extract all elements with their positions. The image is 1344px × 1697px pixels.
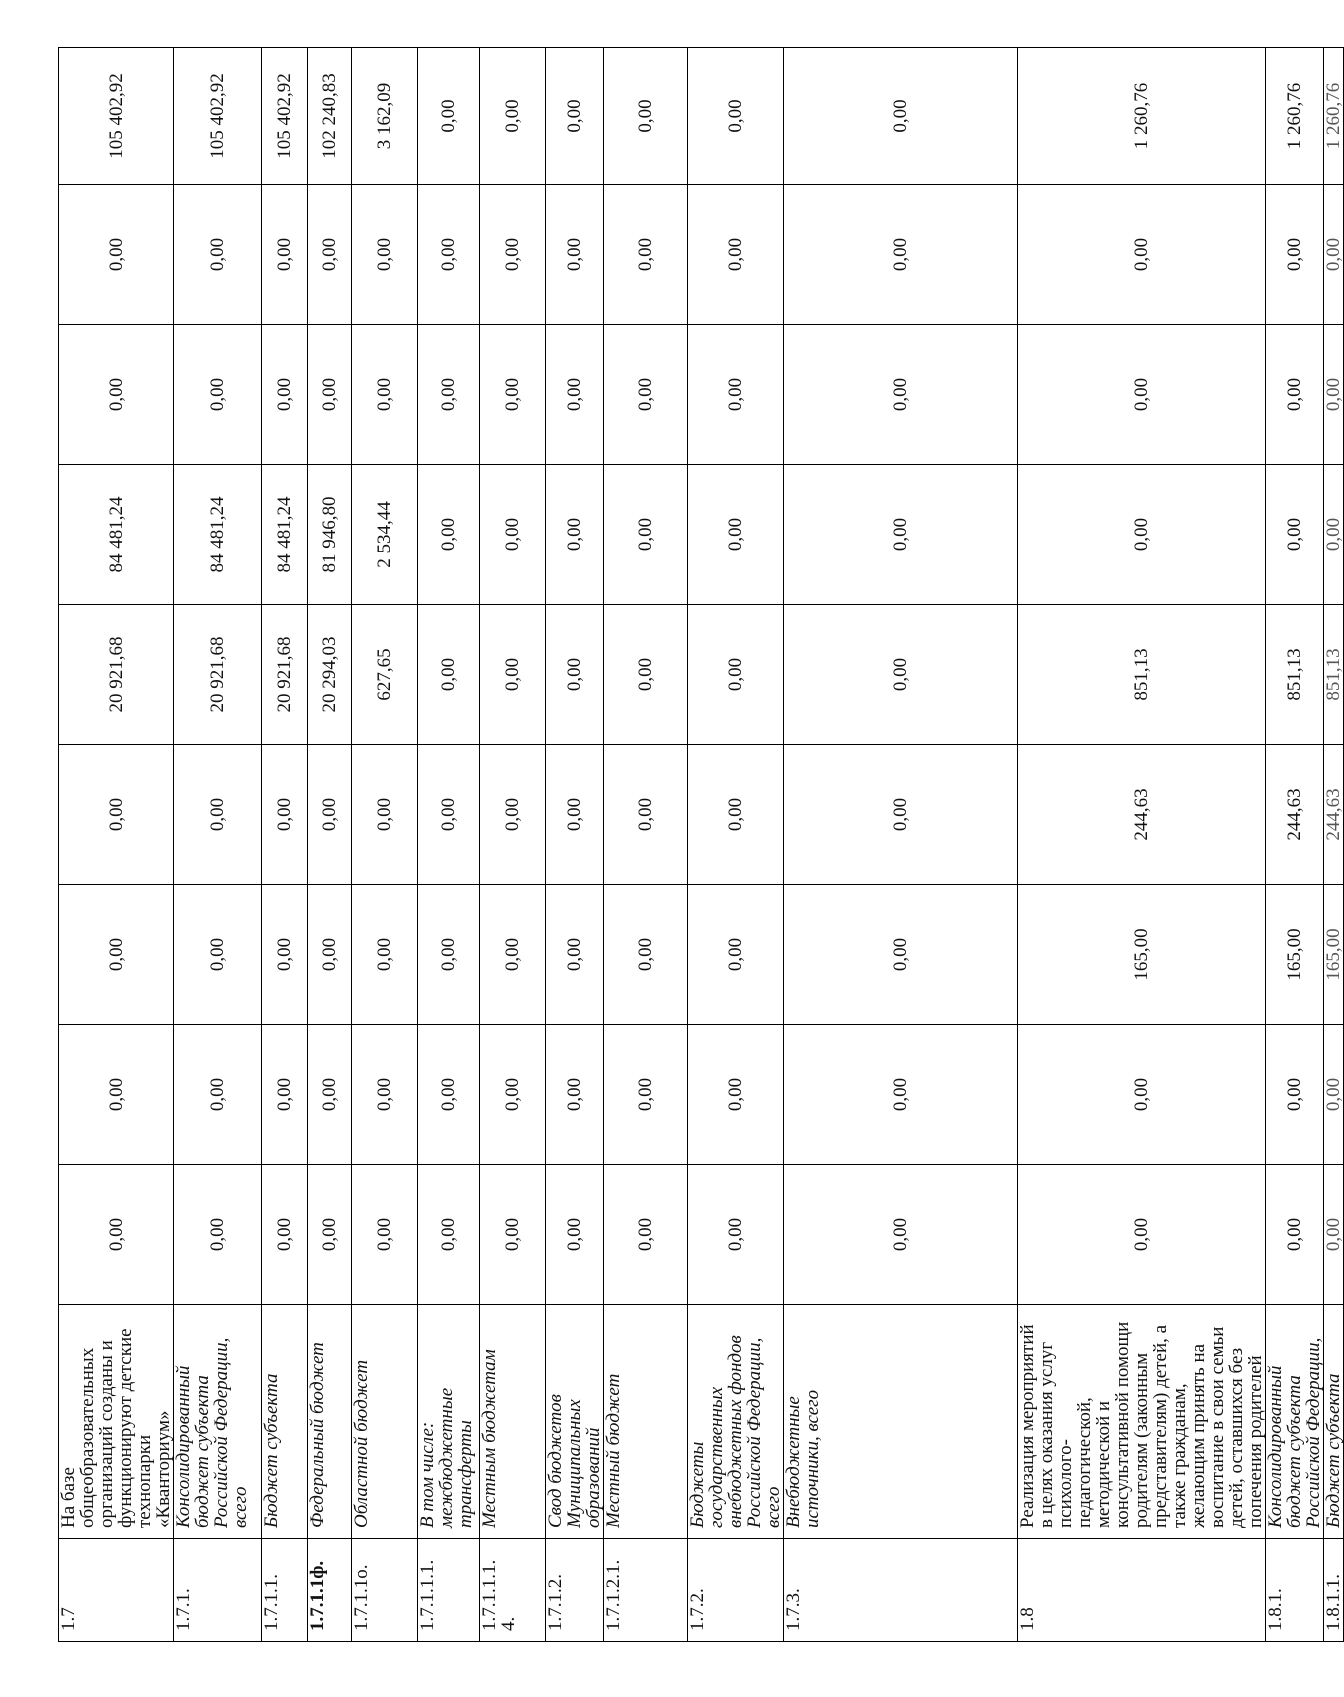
value-cell: 244,63 <box>1266 745 1324 885</box>
value-cell: 0,00 <box>352 745 418 885</box>
value-cell: 0,00 <box>480 325 546 465</box>
value-cell: 0,00 <box>604 185 688 325</box>
row-name: Федеральный бюджет <box>308 1305 352 1539</box>
value-cell: 0,00 <box>1324 185 1344 325</box>
value-cell: 0,00 <box>418 48 480 185</box>
value-cell: 1 260,76 <box>1324 48 1344 185</box>
table-row <box>1324 48 1344 1642</box>
table-row <box>174 48 262 1642</box>
table-row <box>352 48 418 1642</box>
value-cell: 0,00 <box>546 1165 604 1305</box>
row-code: 1.7.1.1.1. <box>418 1539 480 1642</box>
table-row <box>1266 48 1324 1642</box>
row-code: 1.7.3. <box>784 1539 1018 1642</box>
value-cell: 0,00 <box>784 885 1018 1025</box>
value-cell: 0,00 <box>688 745 784 885</box>
value-cell: 0,00 <box>418 465 480 605</box>
table-row <box>418 48 480 1642</box>
value-cell: 165,00 <box>1324 885 1344 1025</box>
value-cell: 0,00 <box>480 1025 546 1165</box>
row-name: Бюджет субъекта <box>262 1305 308 1539</box>
value-cell: 105 402,92 <box>174 48 262 185</box>
value-cell: 0,00 <box>308 1165 352 1305</box>
table-row <box>546 48 604 1642</box>
value-cell: 0,00 <box>604 745 688 885</box>
row-name: Реализация мероприятий в целях оказания услуг психолого-педагогической, методической и консультативной помощи родителям (законным представителям) детей, а также гражданам, желающим принять на воспитание в свои семьи детей, оставшихся без попечения родителей <box>1018 1305 1266 1539</box>
value-cell: 84 481,24 <box>262 465 308 605</box>
value-cell: 0,00 <box>352 185 418 325</box>
value-cell: 0,00 <box>418 1165 480 1305</box>
value-cell: 105 402,92 <box>262 48 308 185</box>
value-cell: 0,00 <box>1324 1025 1344 1165</box>
value-cell: 0,00 <box>418 885 480 1025</box>
value-cell: 0,00 <box>262 185 308 325</box>
row-name: В том числе: межбюджетные трансферты <box>418 1305 480 1539</box>
value-cell: 0,00 <box>1266 1025 1324 1165</box>
rotated-table-wrapper <box>58 48 1344 1642</box>
value-cell: 0,00 <box>174 1025 262 1165</box>
value-cell: 0,00 <box>174 745 262 885</box>
value-cell: 0,00 <box>604 48 688 185</box>
value-cell: 0,00 <box>59 325 174 465</box>
row-code: 1.8 <box>1018 1539 1266 1642</box>
value-cell: 0,00 <box>480 605 546 745</box>
budget-table <box>58 47 1344 1642</box>
row-code: 1.7 <box>59 1539 174 1642</box>
value-cell: 0,00 <box>546 185 604 325</box>
row-code: 1.7.1.1. <box>262 1539 308 1642</box>
value-cell: 627,65 <box>352 605 418 745</box>
value-cell: 0,00 <box>784 325 1018 465</box>
row-name: Внебюджетные источники, всего <box>784 1305 1018 1539</box>
value-cell: 2 534,44 <box>352 465 418 605</box>
table-row <box>59 48 174 1642</box>
value-cell: 0,00 <box>1018 465 1266 605</box>
value-cell: 0,00 <box>546 605 604 745</box>
value-cell: 0,00 <box>604 1165 688 1305</box>
value-cell: 20 921,68 <box>59 605 174 745</box>
value-cell: 0,00 <box>688 185 784 325</box>
value-cell: 0,00 <box>480 1165 546 1305</box>
row-name: Консолидированный бюджет субъекта Российской Федерации, всего <box>174 1305 262 1539</box>
row-code: 1.7.1.1ф. <box>308 1539 352 1642</box>
value-cell: 0,00 <box>604 1025 688 1165</box>
value-cell: 0,00 <box>480 745 546 885</box>
value-cell: 84 481,24 <box>59 465 174 605</box>
row-code: 1.7.1.2.1. <box>604 1539 688 1642</box>
value-cell: 0,00 <box>1018 1165 1266 1305</box>
value-cell: 0,00 <box>262 745 308 885</box>
row-code: 1.7.2. <box>688 1539 784 1642</box>
value-cell: 0,00 <box>418 745 480 885</box>
value-cell: 105 402,92 <box>59 48 174 185</box>
value-cell: 0,00 <box>59 1025 174 1165</box>
value-cell: 851,13 <box>1018 605 1266 745</box>
value-cell: 0,00 <box>688 1025 784 1165</box>
row-name: Свод бюджетов Муниципальных образований <box>546 1305 604 1539</box>
value-cell: 3 162,09 <box>352 48 418 185</box>
table-row <box>604 48 688 1642</box>
row-name: Местным бюджетам <box>480 1305 546 1539</box>
table-row <box>688 48 784 1642</box>
value-cell: 0,00 <box>480 48 546 185</box>
value-cell: 0,00 <box>174 1165 262 1305</box>
value-cell: 0,00 <box>546 885 604 1025</box>
value-cell: 0,00 <box>784 1165 1018 1305</box>
value-cell: 0,00 <box>784 745 1018 885</box>
row-code: 1.7.1. <box>174 1539 262 1642</box>
value-cell: 0,00 <box>480 885 546 1025</box>
value-cell: 0,00 <box>480 185 546 325</box>
value-cell: 0,00 <box>59 745 174 885</box>
value-cell: 244,63 <box>1324 745 1344 885</box>
row-name: Бюджеты государственных внебюджетных фондов Российской Федерации, всего <box>688 1305 784 1539</box>
value-cell: 0,00 <box>688 1165 784 1305</box>
row-code: 1.7.1.2. <box>546 1539 604 1642</box>
value-cell: 0,00 <box>262 325 308 465</box>
value-cell: 0,00 <box>262 1025 308 1165</box>
value-cell: 0,00 <box>262 885 308 1025</box>
value-cell: 0,00 <box>174 885 262 1025</box>
value-cell: 851,13 <box>1266 605 1324 745</box>
value-cell: 0,00 <box>480 465 546 605</box>
value-cell: 0,00 <box>1324 465 1344 605</box>
table-row <box>262 48 308 1642</box>
value-cell: 0,00 <box>784 185 1018 325</box>
value-cell: 0,00 <box>59 185 174 325</box>
value-cell: 0,00 <box>688 465 784 605</box>
value-cell: 0,00 <box>784 48 1018 185</box>
value-cell: 20 294,03 <box>308 605 352 745</box>
value-cell: 0,00 <box>604 325 688 465</box>
value-cell: 20 921,68 <box>174 605 262 745</box>
value-cell: 0,00 <box>604 605 688 745</box>
value-cell: 0,00 <box>784 605 1018 745</box>
value-cell: 0,00 <box>1266 1165 1324 1305</box>
value-cell: 0,00 <box>1266 185 1324 325</box>
value-cell: 0,00 <box>1018 325 1266 465</box>
value-cell: 0,00 <box>174 325 262 465</box>
value-cell: 165,00 <box>1018 885 1266 1025</box>
row-name: Местный бюджет <box>604 1305 688 1539</box>
value-cell: 0,00 <box>688 605 784 745</box>
table-row <box>1018 48 1266 1642</box>
budget-table-body <box>59 48 1344 1642</box>
value-cell: 0,00 <box>784 1025 1018 1165</box>
value-cell: 0,00 <box>1018 1025 1266 1165</box>
value-cell: 0,00 <box>1324 1165 1344 1305</box>
value-cell: 0,00 <box>1324 325 1344 465</box>
value-cell: 0,00 <box>352 325 418 465</box>
row-code: 1.7.1.1.1.4. <box>480 1539 546 1642</box>
value-cell: 0,00 <box>688 885 784 1025</box>
value-cell: 0,00 <box>352 1025 418 1165</box>
value-cell: 0,00 <box>418 605 480 745</box>
value-cell: 0,00 <box>308 885 352 1025</box>
row-name: Областной бюджет <box>352 1305 418 1539</box>
value-cell: 0,00 <box>418 325 480 465</box>
table-row <box>308 48 352 1642</box>
value-cell: 0,00 <box>604 465 688 605</box>
value-cell: 0,00 <box>546 465 604 605</box>
value-cell: 0,00 <box>352 885 418 1025</box>
row-name: На базе общеобразовательных организаций созданы и функционируют детские технопарки «Кванториум» <box>59 1305 174 1539</box>
value-cell: 244,63 <box>1018 745 1266 885</box>
row-code: 1.7.1.1о. <box>352 1539 418 1642</box>
value-cell: 0,00 <box>546 325 604 465</box>
row-code: 1.8.1. <box>1266 1539 1324 1642</box>
value-cell: 0,00 <box>308 745 352 885</box>
value-cell: 20 921,68 <box>262 605 308 745</box>
value-cell: 0,00 <box>308 325 352 465</box>
value-cell: 0,00 <box>1266 465 1324 605</box>
row-name: Бюджет субъекта <box>1324 1305 1344 1539</box>
value-cell: 0,00 <box>688 325 784 465</box>
value-cell: 0,00 <box>546 1025 604 1165</box>
value-cell: 0,00 <box>546 745 604 885</box>
value-cell: 0,00 <box>688 48 784 185</box>
value-cell: 0,00 <box>784 465 1018 605</box>
value-cell: 102 240,83 <box>308 48 352 185</box>
value-cell: 0,00 <box>418 185 480 325</box>
value-cell: 0,00 <box>262 1165 308 1305</box>
table-row <box>784 48 1018 1642</box>
row-name: Консолидированный бюджет субъекта Российской Федерации, <box>1266 1305 1324 1539</box>
value-cell: 851,13 <box>1324 605 1344 745</box>
value-cell: 165,00 <box>1266 885 1324 1025</box>
value-cell: 81 946,80 <box>308 465 352 605</box>
value-cell: 0,00 <box>174 185 262 325</box>
value-cell: 0,00 <box>352 1165 418 1305</box>
table-row <box>480 48 546 1642</box>
value-cell: 0,00 <box>308 1025 352 1165</box>
value-cell: 1 260,76 <box>1018 48 1266 185</box>
row-code: 1.8.1.1. <box>1324 1539 1344 1642</box>
value-cell: 1 260,76 <box>1266 48 1324 185</box>
value-cell: 0,00 <box>604 885 688 1025</box>
value-cell: 0,00 <box>418 1025 480 1165</box>
value-cell: 0,00 <box>59 885 174 1025</box>
value-cell: 0,00 <box>1266 325 1324 465</box>
value-cell: 0,00 <box>546 48 604 185</box>
value-cell: 0,00 <box>308 185 352 325</box>
value-cell: 0,00 <box>1018 185 1266 325</box>
value-cell: 84 481,24 <box>174 465 262 605</box>
value-cell: 0,00 <box>59 1165 174 1305</box>
